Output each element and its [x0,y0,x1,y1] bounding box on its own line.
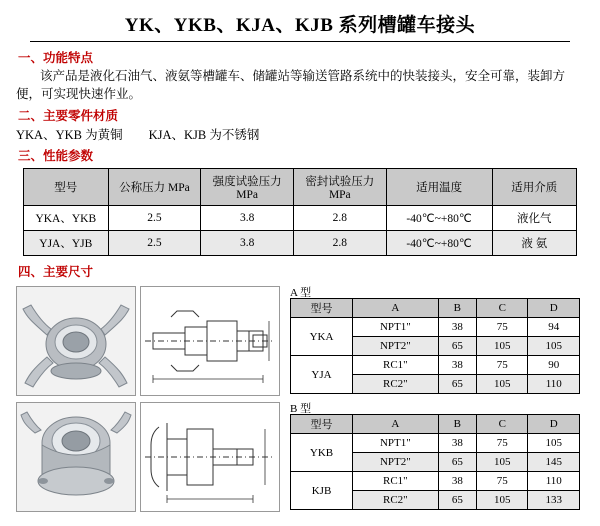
cell-d: 110 [528,472,580,491]
cell-temperature: -40℃~+80℃ [386,231,492,256]
cell-temperature: -40℃~+80℃ [386,206,492,231]
table-row [291,356,580,375]
cell-d: 110 [528,375,580,394]
cell-d: 145 [528,453,580,472]
th-strength-test-pressure: 强度试验压力 MPa [201,169,294,206]
coupling-drawing-a-graphic [141,287,279,395]
th-b: B [438,299,476,318]
cell-model: YKA [291,318,353,356]
cell-seal-pressure: 2.8 [293,206,386,231]
table-row [291,318,580,337]
performance-table-body [24,206,577,256]
cell-seal-pressure: 2.8 [293,231,386,256]
type-b-dimension-table [290,414,580,510]
type-a-label: A 型 [290,287,312,300]
cell-model: YJA、YJB [24,231,109,256]
th-medium: 适用介质 [492,169,576,206]
cell-a: NPT1" [353,434,439,453]
cell-a: RC1" [353,356,439,375]
type-b-table-body [291,434,580,510]
th-c: C [477,415,528,434]
th-model: 型号 [291,299,353,318]
cell-c: 105 [477,491,528,510]
cell-a: RC2" [353,375,439,394]
cell-nominal-pressure: 2.5 [108,231,201,256]
th-model: 型号 [291,415,353,434]
cell-medium: 液 氨 [492,231,576,256]
type-a-table-head [291,299,580,318]
table-row [24,206,577,231]
page-title: YK、YKB、KJA、KJB 系列槽罐车接头 [124,15,476,36]
cell-b: 38 [438,318,476,337]
cell-d: 90 [528,356,580,375]
coupling-photo-b [16,402,136,512]
cell-d: 94 [528,318,580,337]
type-a-dimension-table [290,298,580,394]
th-b: B [438,415,476,434]
cell-strength-pressure: 3.8 [201,206,294,231]
cell-model: YKA、YKB [24,206,109,231]
cell-model: YJA [291,356,353,394]
cell-b: 38 [438,472,476,491]
cell-a: NPT2" [353,453,439,472]
th-seal-test-pressure: 密封试验压力 MPa [293,169,386,206]
cell-c: 75 [477,472,528,491]
cell-model: YKB [291,434,353,472]
th-d: D [528,415,580,434]
cell-b: 38 [438,356,476,375]
cell-a: RC2" [353,491,439,510]
cell-a: RC1" [353,472,439,491]
type-b-label: B 型 [290,403,312,416]
th-c: C [477,299,528,318]
coupling-photo-a [16,286,136,396]
coupling-photo-b-graphic [17,403,135,511]
cell-c: 105 [477,375,528,394]
cell-medium: 液化气 [492,206,576,231]
cell-a: NPT1" [353,318,439,337]
coupling-photo-a-graphic [17,287,135,395]
table-row [291,472,580,491]
section-heading-performance: 三、性能参数 [18,149,94,164]
th-d: D [528,299,580,318]
cell-b: 65 [438,337,476,356]
cell-nominal-pressure: 2.5 [108,206,201,231]
cell-d: 105 [528,434,580,453]
table-header-row [24,169,577,206]
cell-strength-pressure: 3.8 [201,231,294,256]
cell-b: 65 [438,375,476,394]
type-a-table-body [291,318,580,394]
performance-table [23,168,577,256]
cell-c: 105 [477,337,528,356]
dimensions-area [0,286,600,518]
section-heading-dimensions: 四、主要尺寸 [18,265,94,280]
cell-d: 133 [528,491,580,510]
materials-line-2: KJA、KJB 为不锈钢 [148,128,260,143]
table-header-row [291,299,580,318]
cell-c: 75 [477,318,528,337]
cell-d: 105 [528,337,580,356]
performance-table-head [24,169,577,206]
cell-a: NPT2" [353,337,439,356]
materials-line-1: YKA、YKB 为黄铜 [16,128,123,143]
coupling-drawing-a [140,286,280,396]
type-b-table-head [291,415,580,434]
document-page [0,10,600,526]
cell-b: 65 [438,453,476,472]
cell-model: KJB [291,472,353,510]
th-temperature: 适用温度 [386,169,492,206]
section-heading-features: 一、功能特点 [18,51,94,65]
cell-b: 65 [438,491,476,510]
table-row [24,231,577,256]
section-heading-materials: 二、主要零件材质 [18,109,119,124]
th-a: A [353,299,439,318]
table-header-row [291,415,580,434]
th-a: A [353,415,439,434]
th-model: 型号 [24,169,109,206]
th-nominal-pressure: 公称压力 MPa [108,169,201,206]
table-row [291,434,580,453]
cell-c: 105 [477,453,528,472]
materials-line [16,125,600,143]
title-divider [30,41,570,42]
cell-b: 38 [438,434,476,453]
cell-c: 75 [477,434,528,453]
coupling-drawing-b-graphic [141,403,279,511]
cell-c: 75 [477,356,528,375]
features-text: 该产品是液化石油气、液氨等槽罐车、储罐站等输送管路系统中的快装接头，安全可靠，装卸方便，可实现快速作业。 [16,69,566,102]
coupling-drawing-b [140,402,280,512]
